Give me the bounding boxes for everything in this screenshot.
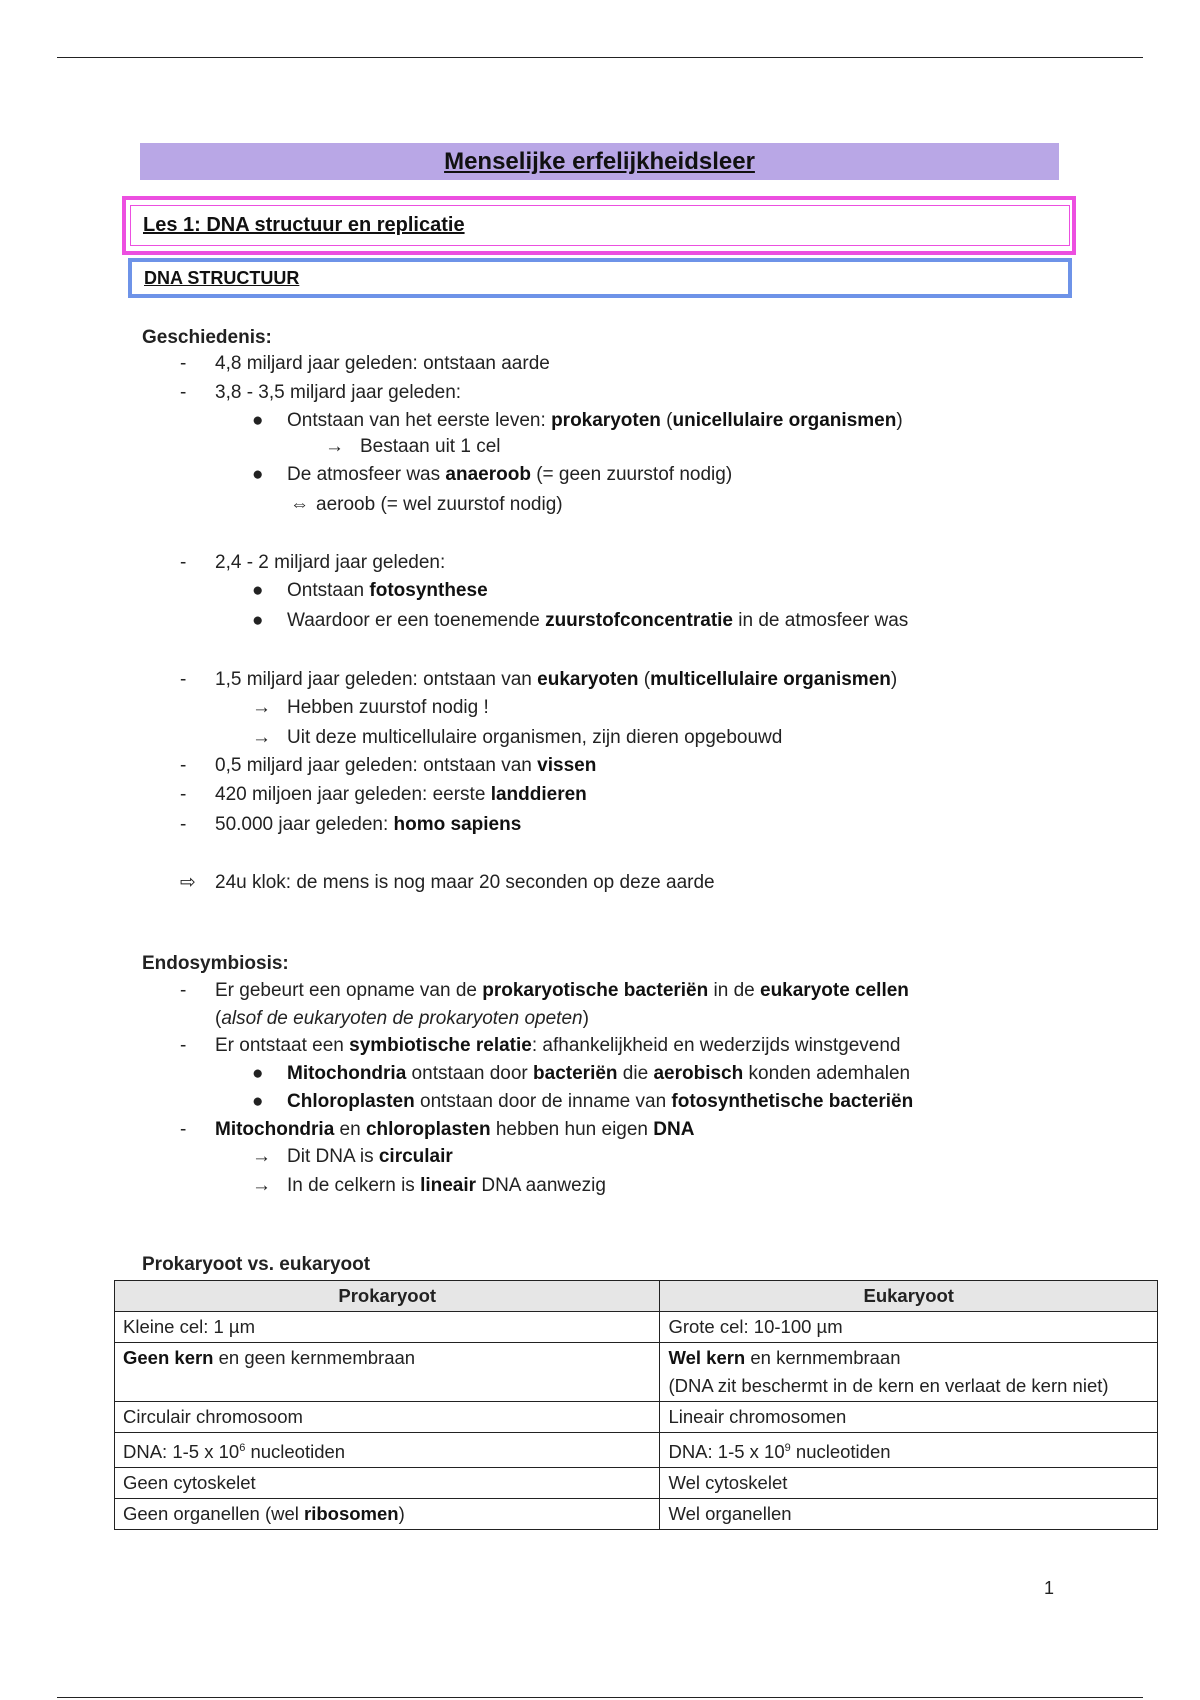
dot-bullet: ● xyxy=(252,580,264,601)
document-title: Menselijke erfelijkheidsleer xyxy=(444,148,755,175)
list-item: Ontstaan fotosynthese xyxy=(287,580,488,601)
table-row xyxy=(115,1402,1158,1433)
table-cell: Circulair chromosoom xyxy=(115,1402,660,1433)
top-rule xyxy=(57,57,1143,58)
table-cell: DNA: 1-5 x $10^9$ nucleotiden xyxy=(660,1433,1158,1468)
dash-bullet: - xyxy=(180,552,187,573)
table-row xyxy=(115,1312,1158,1343)
comparison-table xyxy=(114,1280,1158,1530)
list-item: Hebben zuurstof nodig ! xyxy=(287,697,489,718)
bottom-rule xyxy=(57,1697,1143,1698)
list-item: 2,4 - 2 miljard jaar geleden: xyxy=(215,552,446,573)
dash-bullet: - xyxy=(180,814,187,835)
dash-bullet: - xyxy=(180,980,187,1001)
list-item: 24u klok: de mens is nog maar 20 seconden op deze aarde xyxy=(215,872,715,893)
list-item: (alsof de eukaryoten de prokaryoten opeten) xyxy=(215,1008,589,1029)
list-item: 3,8 - 3,5 miljard jaar geleden: xyxy=(215,382,462,403)
section-title: DNA STRUCTUUR xyxy=(144,268,300,288)
arrow-right-icon: → xyxy=(252,727,271,748)
list-item: In de celkern is lineair DNA aanwezig xyxy=(287,1175,606,1196)
lesson-title: Les 1: DNA structuur en replicatie xyxy=(143,214,465,236)
dash-bullet: - xyxy=(180,784,187,805)
arrow-right-icon: → xyxy=(252,1146,271,1167)
list-item: Dit DNA is circulair xyxy=(287,1146,453,1167)
list-item: 420 miljoen jaar geleden: eerste landdieren xyxy=(215,784,587,805)
table-cell: Geen cytoskelet xyxy=(115,1468,660,1499)
list-item: Chloroplasten ontstaan door de inname van fotosynthetische bacteriën xyxy=(287,1091,914,1112)
table-cell: Wel kern en kernmembraan (DNA zit beschermt in de kern en verlaat de kern niet) xyxy=(660,1343,1158,1402)
table-caption: Prokaryoot vs. eukaryoot xyxy=(142,1254,371,1275)
arrow-right-icon: → xyxy=(252,1175,271,1196)
table-cell: Wel organellen xyxy=(660,1499,1158,1530)
table-cell: Geen kern en geen kernmembraan xyxy=(115,1343,660,1402)
list-item: Mitochondria en chloroplasten hebben hun eigen DNA xyxy=(215,1119,695,1140)
page-number: 1 xyxy=(1044,1578,1055,1598)
dot-bullet: ● xyxy=(252,610,264,631)
list-item: 4,8 miljard jaar geleden: ontstaan aarde xyxy=(215,353,550,374)
arrow-right-icon: → xyxy=(252,697,271,718)
document-title-bar xyxy=(140,143,1059,180)
list-item: 0,5 miljard jaar geleden: ontstaan van vissen xyxy=(215,755,597,776)
table-row xyxy=(115,1468,1158,1499)
list-item: Ontstaan van het eerste leven: prokaryoten (unicellulaire organismen) xyxy=(287,410,903,431)
list-item: Er ontstaat een symbiotische relatie: afhankelijkheid en wederzijds winstgevend xyxy=(215,1035,901,1056)
double-arrow-icon: ⇔ xyxy=(290,494,309,515)
dot-bullet: ● xyxy=(252,1063,264,1084)
list-item: De atmosfeer was anaeroob (= geen zuurstof nodig) xyxy=(287,464,733,485)
table-cell: Grote cel: 10-100 µm xyxy=(660,1312,1158,1343)
table-row xyxy=(115,1499,1158,1530)
table-row xyxy=(115,1343,1158,1402)
list-item: aeroob (= wel zuurstof nodig) xyxy=(316,494,563,515)
column-header: Prokaryoot xyxy=(115,1281,660,1312)
table-row xyxy=(115,1433,1158,1468)
dash-bullet: - xyxy=(180,1035,187,1056)
list-item: Uit deze multicellulaire organismen, zijn dieren opgebouwd xyxy=(287,727,783,748)
dash-bullet: - xyxy=(180,669,187,690)
dash-bullet: - xyxy=(180,382,187,403)
table-header-row xyxy=(115,1281,1158,1312)
endosymbiosis-heading: Endosymbiosis: xyxy=(142,953,289,974)
table-cell: Lineair chromosomen xyxy=(660,1402,1158,1433)
dash-bullet: - xyxy=(180,755,187,776)
list-item: 1,5 miljard jaar geleden: ontstaan van eukaryoten (multicellulaire organismen) xyxy=(215,669,898,690)
table-cell: Kleine cel: 1 µm xyxy=(115,1312,660,1343)
table-cell: Geen organellen (wel ribosomen) xyxy=(115,1499,660,1530)
column-header: Eukaryoot xyxy=(660,1281,1158,1312)
section-box xyxy=(128,258,1072,298)
lesson-box xyxy=(130,205,1070,246)
arrow-right-icon: → xyxy=(325,436,344,457)
geschiedenis-heading: Geschiedenis: xyxy=(142,327,272,348)
list-item: Er gebeurt een opname van de prokaryotische bacteriën in de eukaryote cellen xyxy=(215,980,909,1001)
list-item: 50.000 jaar geleden: homo sapiens xyxy=(215,814,522,835)
hollow-arrow-icon: ⇨ xyxy=(180,872,196,893)
dot-bullet: ● xyxy=(252,1091,264,1112)
list-item: Mitochondria ontstaan door bacteriën die aerobisch konden ademhalen xyxy=(287,1063,911,1084)
table-cell: DNA: 1-5 x $10^6$ nucleotiden xyxy=(115,1433,660,1468)
dash-bullet: - xyxy=(180,353,187,374)
dot-bullet: ● xyxy=(252,464,264,485)
table-cell: Wel cytoskelet xyxy=(660,1468,1158,1499)
list-item: Waardoor er een toenemende zuurstofconcentratie in de atmosfeer was xyxy=(287,610,909,631)
dash-bullet: - xyxy=(180,1119,187,1140)
list-item: Bestaan uit 1 cel xyxy=(360,436,501,457)
dot-bullet: ● xyxy=(252,410,264,431)
